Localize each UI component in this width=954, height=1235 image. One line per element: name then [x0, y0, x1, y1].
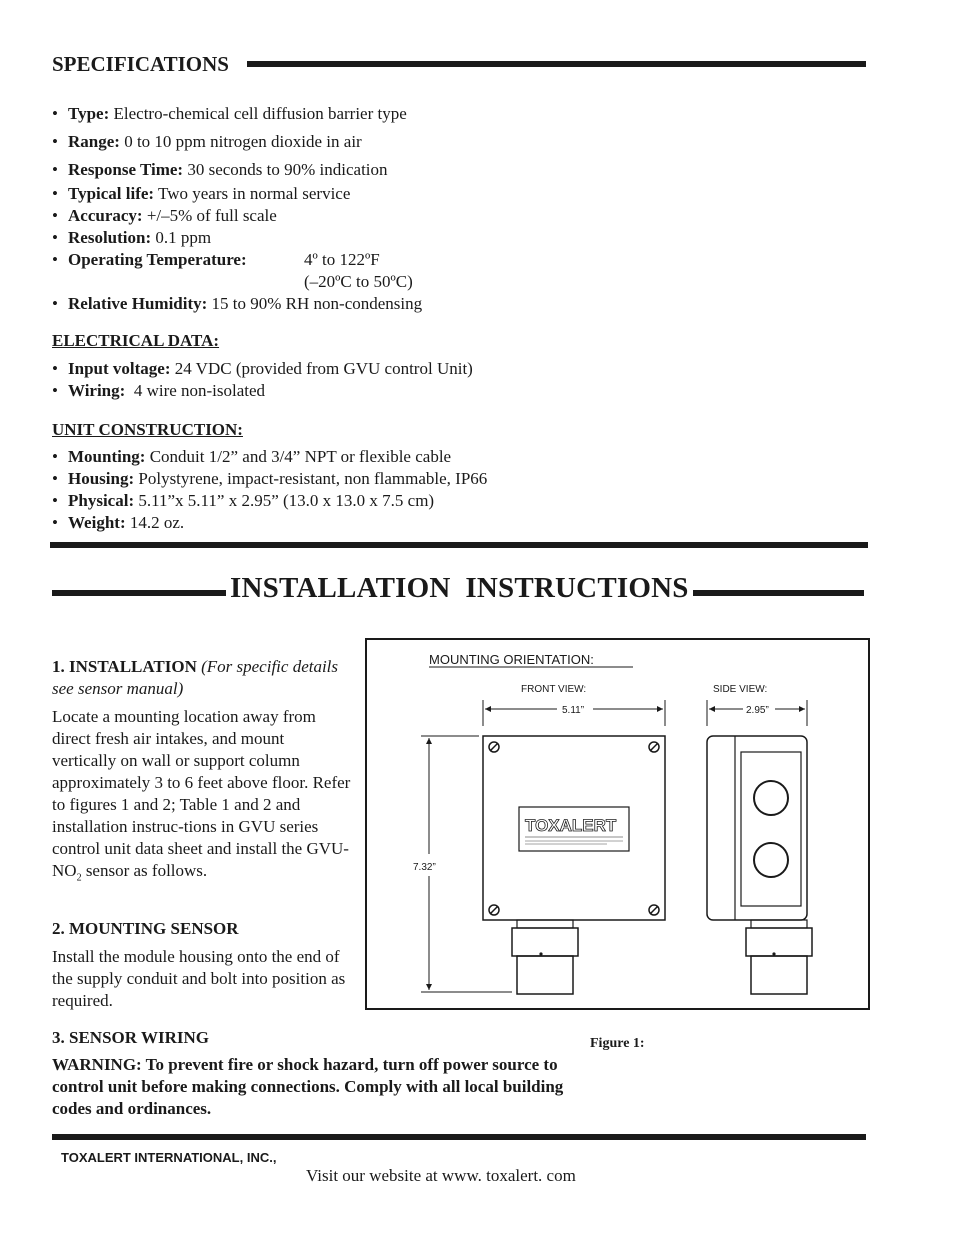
figure-title: MOUNTING ORIENTATION: [429, 652, 594, 667]
specifications-heading: SPECIFICATIONS [52, 52, 229, 76]
spec-item: • Weight: 14.2 oz. [52, 513, 185, 532]
title-rule-right [693, 590, 864, 596]
brand-logo: TOXALERT [525, 816, 617, 835]
company-name: TOXALERT INTERNATIONAL, INC., [61, 1150, 277, 1165]
step-heading: 1. INSTALLATION (For specific details see sensor manual) [52, 657, 339, 698]
spec-item: • Type: Electro-chemical cell diffusion barrier type [52, 104, 407, 123]
spec-item: • Operating Temperature: [52, 250, 247, 269]
section-divider [50, 542, 868, 548]
step-body: Locate a mounting location away from direct fresh air intakes, and mount vertically on wall or support column approximately 3 to 6 feet above floor. Refer to figures 1 and 2; Table 1 and 2 and installation instruc-tions in GVU series control unit data sheet and install the GVU-$NO_2$ sensor as follows. [52, 707, 351, 884]
spec-item: • Relative Humidity: 15 to 90% RH non-condensing [52, 294, 423, 313]
spec-item: • Mounting: Conduit 1/2” and 3/4” NPT or flexible cable [52, 447, 452, 466]
depth-dimension: 2.95” [746, 705, 769, 716]
side-view-label: SIDE VIEW: [713, 684, 768, 695]
figure-caption: Figure 1: [590, 1036, 645, 1051]
height-dimension: 7.32” [413, 862, 436, 873]
website-text: Visit our website at www. toxalert. com [306, 1166, 576, 1185]
spec-item: • Input voltage: 24 VDC (provided from GVU control Unit) [52, 359, 473, 378]
conduit-fitting [746, 928, 812, 956]
spec-item: • Housing: Polystyrene, impact-resistant, non flammable, IP66 [52, 469, 488, 488]
electrical-heading: ELECTRICAL DATA: [52, 331, 220, 350]
warning-text: WARNING: To prevent fire or shock hazard, turn off power source to control unit before making connections. Comply with all local building codes and ordinances. [52, 1055, 564, 1118]
spec-item: • Typical life: Two years in normal service [52, 184, 351, 203]
heading-rule [247, 61, 866, 67]
spec-item: • Resolution: 0.1 ppm [52, 228, 212, 247]
spec-item: • Physical: 5.11”x 5.11” x 2.95” (13.0 x 13.0 x 7.5 cm) [52, 491, 435, 510]
step-heading: 2. MOUNTING SENSOR [52, 919, 239, 938]
installation-title: INSTALLATION INSTRUCTIONS [230, 572, 689, 604]
spec-item: • Accuracy: +/–5% of full scale [52, 206, 277, 225]
mounting-diagram [367, 640, 868, 1008]
side-view-housing [707, 736, 807, 920]
step-installation [52, 656, 352, 889]
title-rule-left [52, 590, 226, 596]
construction-heading: UNIT CONSTRUCTION: [52, 420, 243, 439]
step-body: Install the module housing onto the end of the supply conduit and bolt into position as required. [52, 947, 346, 1010]
step-mounting [52, 918, 352, 1012]
spec-item: • Wiring: 4 wire non-isolated [52, 381, 266, 400]
spec-value: (–20ºC to 50ºC) [304, 272, 413, 291]
spec-item: • Range: 0 to 10 ppm nitrogen dioxide in air [52, 132, 362, 151]
front-view-label: FRONT VIEW: [521, 684, 587, 695]
spec-item: • Response Time: 30 seconds to 90% indication [52, 160, 388, 179]
footer-rule [52, 1134, 866, 1140]
mounting-figure [365, 638, 870, 1010]
width-dimension: 5.11” [562, 705, 585, 716]
step-wiring [52, 1027, 352, 1049]
spec-value: 4º to 122ºF [304, 250, 380, 269]
step-heading: 3. SENSOR WIRING [52, 1028, 209, 1047]
conduit-fitting [512, 928, 578, 956]
